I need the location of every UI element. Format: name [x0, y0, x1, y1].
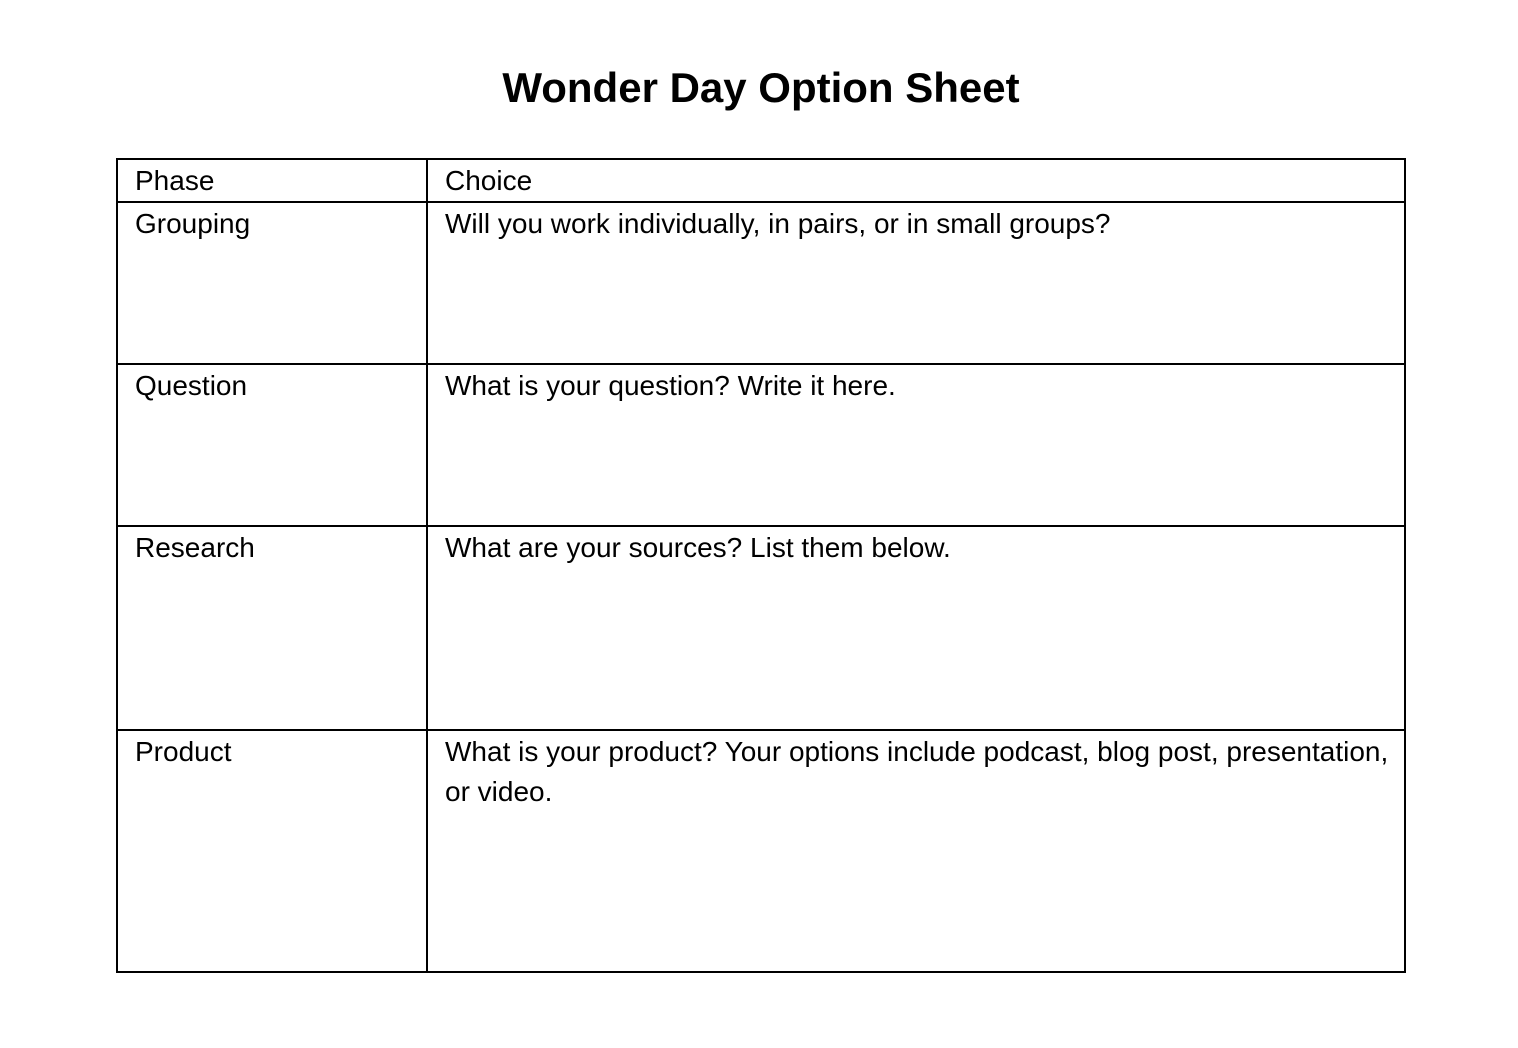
table-header-row: [117, 159, 1405, 202]
phase-cell: Product: [117, 730, 427, 972]
choice-cell: What is your question? Write it here.: [427, 364, 1405, 526]
table-row: [117, 202, 1405, 364]
choice-cell: What is your product? Your options include podcast, blog post, presentation, or video.: [427, 730, 1405, 972]
phase-cell: Grouping: [117, 202, 427, 364]
option-table: [116, 158, 1406, 973]
phase-cell: Research: [117, 526, 427, 730]
choice-cell: Will you work individually, in pairs, or in small groups?: [427, 202, 1405, 364]
table-row: [117, 526, 1405, 730]
choice-cell: What are your sources? List them below.: [427, 526, 1405, 730]
phase-cell: Question: [117, 364, 427, 526]
table-row: [117, 730, 1405, 972]
table-row: [117, 364, 1405, 526]
page-title: Wonder Day Option Sheet: [502, 64, 1020, 111]
column-header-choice: Choice: [427, 159, 1405, 202]
column-header-phase: Phase: [117, 159, 427, 202]
